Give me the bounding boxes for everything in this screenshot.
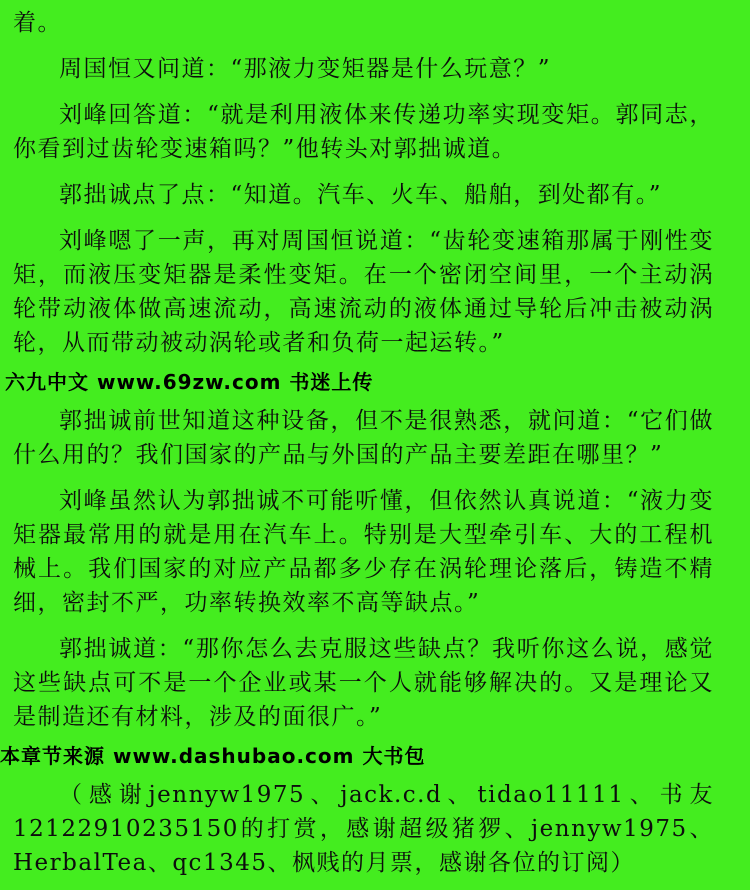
paragraph: 周国恒又问道：“那液力变矩器是什么玩意？” [59,56,552,82]
paragraph: 刘峰嗯了一声，再对周国恒说道：“齿轮变速箱那属于刚性变矩，而液压变矩器是柔性变矩。在一个密闭空间里，一个主动涡轮带动液体做高速流动，高速流动的液体通过导轮后冲击被动涡轮，从而带动被动涡轮或者和负荷一起运转。” [13,228,714,356]
thanks-note: （感谢jennyw1975、jack.c.d、tidao11111、书友12122910235150的打赏，感谢超级猪猡、jennyw1975、HerbalTea、qc1345、枫贱的月票，感谢各位的订阅） [13,782,714,876]
paragraph: 郭拙诚道：“那你怎么去克服这些缺点？我听你这么说，感觉这些缺点可不是一个企业或某一个人就能够解决的。又是理论又是制造还有材料，涉及的面很广。” [13,636,714,730]
paragraph: 郭拙诚前世知道这种设备，但不是很熟悉，就问道：“它们做什么用的？我们国家的产品与外国的产品主要差距在哪里？” [13,408,714,468]
watermark-dashubao: 本章节来源 www.dashubao.com 大书包 [0,744,426,768]
paragraph: 郭拙诚点了点：“知道。汽车、火车、船舶，到处都有。” [59,182,663,208]
paragraph: 刘峰虽然认为郭拙诚不可能听懂，但依然认真说道：“液力变矩器最常用的就是用在汽车上。特别是大型牵引车、大的工程机械上。我们国家的对应产品都多少存在涡轮理论落后，铸造不精细，密封不严，功率转换效率不高等缺点。” [13,488,714,616]
paragraph-continuation: 着。 [13,10,62,36]
watermark-69zw: 六九中文 www.69zw.com 书迷上传 [5,370,374,394]
paragraph: 刘峰回答道：“就是利用液体来传递功率实现变矩。郭同志，你看到过齿轮变速箱吗？”他转头对郭拙诚道。 [13,102,714,162]
